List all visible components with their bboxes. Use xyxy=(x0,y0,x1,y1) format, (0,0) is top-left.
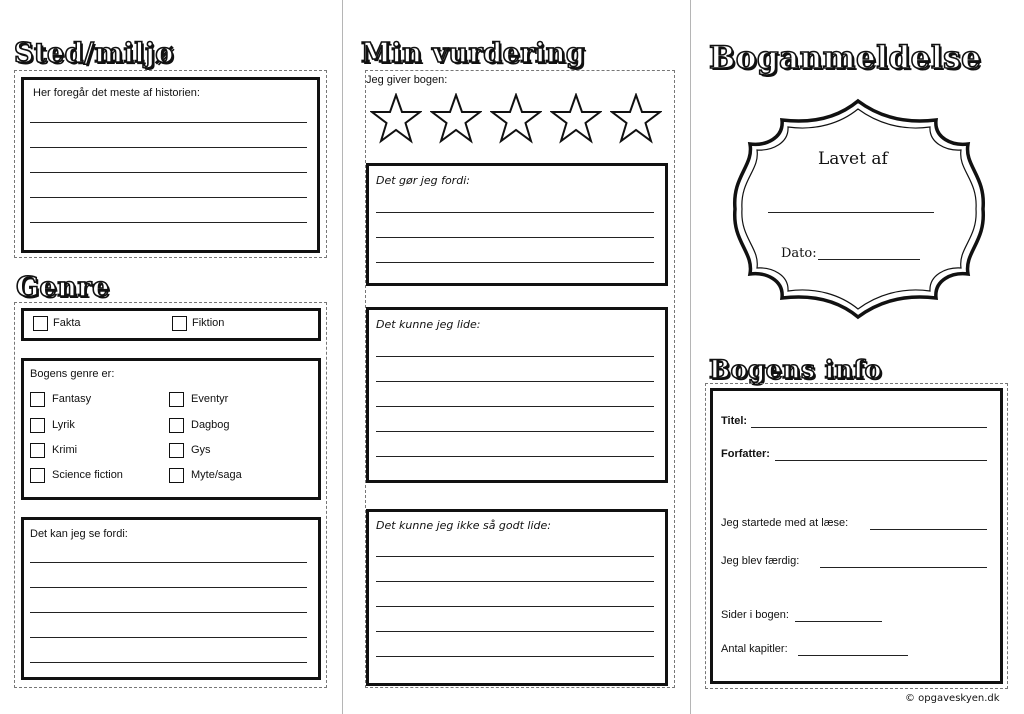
chapters-line[interactable] xyxy=(798,655,908,656)
date-label: Dato: xyxy=(781,246,817,261)
genre-reason-line[interactable] xyxy=(30,562,307,563)
checkbox-myte-saga[interactable] xyxy=(169,468,184,483)
checkbox-fantasy[interactable] xyxy=(30,392,45,407)
genre-list-label: Bogens genre er: xyxy=(30,368,115,380)
sted-heading: Sted/miljø xyxy=(14,38,174,69)
author-line[interactable] xyxy=(775,460,987,461)
rating-label: Jeg giver bogen: xyxy=(366,74,448,86)
because-line[interactable] xyxy=(376,237,654,238)
liked-line[interactable] xyxy=(376,431,654,432)
star-outline-icon[interactable] xyxy=(610,93,662,145)
checkbox-label-eventyr: Eventyr xyxy=(191,393,229,405)
started-label: Jeg startede med at læse: xyxy=(721,517,849,529)
made-by-label: Lavet af xyxy=(818,149,888,169)
finished-line[interactable] xyxy=(820,567,987,568)
disliked-prompt: Det kunne jeg ikke så godt lide: xyxy=(376,519,552,532)
checkbox-label-science-fiction: Science fiction xyxy=(52,469,123,481)
genre-reason-line[interactable] xyxy=(30,637,307,638)
star-rating xyxy=(370,93,666,147)
genre-heading: Genre xyxy=(16,272,110,303)
checkbox-dagbog[interactable] xyxy=(169,418,184,433)
title-label: Titel: xyxy=(721,415,748,427)
checkbox-science-fiction[interactable] xyxy=(30,468,45,483)
checkbox-krimi[interactable] xyxy=(30,443,45,458)
checkbox-gys[interactable] xyxy=(169,443,184,458)
checkbox-label-dagbog: Dagbog xyxy=(191,419,230,431)
genre-reason-box xyxy=(21,517,321,680)
disliked-line[interactable] xyxy=(376,656,654,657)
checkbox-lyrik[interactable] xyxy=(30,418,45,433)
sted-answer-line[interactable] xyxy=(30,197,307,198)
because-prompt: Det gør jeg fordi: xyxy=(376,174,470,187)
genre-reason-line[interactable] xyxy=(30,662,307,663)
sted-answer-line[interactable] xyxy=(30,147,307,148)
author-label: Forfatter: xyxy=(721,448,770,460)
finished-label: Jeg blev færdig: xyxy=(721,555,800,567)
checkbox-label-gys: Gys xyxy=(191,444,211,456)
liked-line[interactable] xyxy=(376,456,654,457)
pages-line[interactable] xyxy=(795,621,882,622)
decorative-frame xyxy=(728,98,990,320)
title-line[interactable] xyxy=(751,427,987,428)
liked-line[interactable] xyxy=(376,381,654,382)
checkbox-label-krimi: Krimi xyxy=(52,444,78,456)
started-line[interactable] xyxy=(870,529,987,530)
copyright-text: © opgaveskyen.dk xyxy=(905,693,1000,704)
because-line[interactable] xyxy=(376,262,654,263)
disliked-line[interactable] xyxy=(376,556,654,557)
checkbox-eventyr[interactable] xyxy=(169,392,184,407)
sted-answer-line[interactable] xyxy=(30,122,307,123)
info-box xyxy=(710,388,1003,684)
genre-reason-line[interactable] xyxy=(30,612,307,613)
liked-prompt: Det kunne jeg lide: xyxy=(376,318,481,331)
checkbox-label-lyrik: Lyrik xyxy=(52,419,75,431)
fold-line-right xyxy=(690,0,691,714)
info-heading: Bogens info xyxy=(709,355,882,384)
star-outline-icon[interactable] xyxy=(370,93,422,145)
checkbox-label-fantasy: Fantasy xyxy=(52,393,92,405)
checkbox-fiktion[interactable] xyxy=(172,316,187,331)
checkbox-label-fakta: Fakta xyxy=(53,317,81,329)
date-line[interactable] xyxy=(818,259,920,260)
checkbox-label-myte-saga: Myte/saga xyxy=(191,469,242,481)
cover-title: Boganmeldelse xyxy=(709,40,982,76)
because-line[interactable] xyxy=(376,212,654,213)
disliked-box xyxy=(366,509,668,686)
genre-reason-line[interactable] xyxy=(30,587,307,588)
fold-line-left xyxy=(342,0,343,714)
disliked-line[interactable] xyxy=(376,606,654,607)
star-outline-icon[interactable] xyxy=(550,93,602,145)
vurdering-heading: Min vurdering xyxy=(361,38,586,69)
chapters-label: Antal kapitler: xyxy=(721,643,788,655)
genre-reason-prompt: Det kan jeg se fordi: xyxy=(30,528,128,540)
star-outline-icon[interactable] xyxy=(490,93,542,145)
sted-answer-line[interactable] xyxy=(30,172,307,173)
pages-label: Sider i bogen: xyxy=(721,609,789,621)
disliked-line[interactable] xyxy=(376,631,654,632)
made-by-line[interactable] xyxy=(768,212,934,213)
checkbox-label-fiktion: Fiktion xyxy=(192,317,225,329)
checkbox-fakta[interactable] xyxy=(33,316,48,331)
sted-answer-line[interactable] xyxy=(30,222,307,223)
disliked-line[interactable] xyxy=(376,581,654,582)
sted-box xyxy=(21,77,320,253)
liked-line[interactable] xyxy=(376,356,654,357)
liked-line[interactable] xyxy=(376,406,654,407)
sted-prompt: Her foregår det meste af historien: xyxy=(33,87,200,99)
star-outline-icon[interactable] xyxy=(430,93,482,145)
